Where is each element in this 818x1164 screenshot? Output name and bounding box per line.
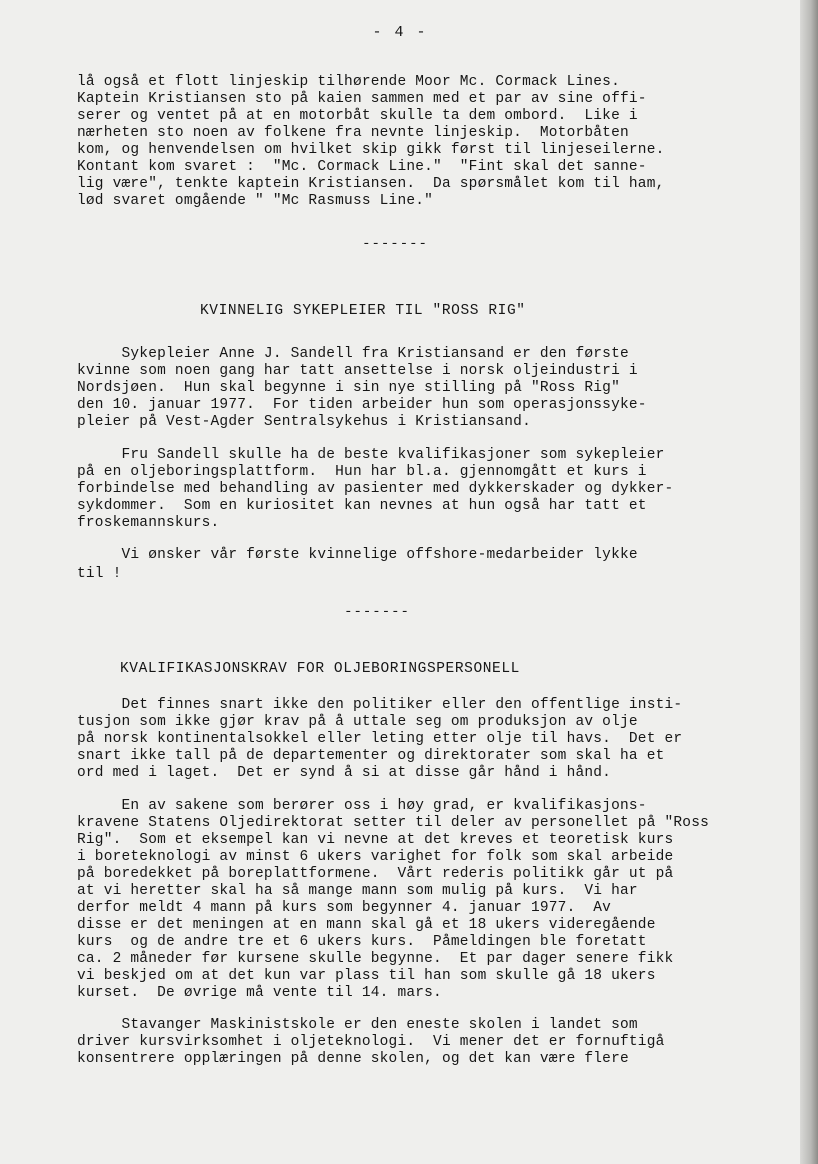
text-line: Det finnes snart ikke den politiker eller den offentlige insti- [77,697,683,713]
text-line: den 10. januar 1977. For tiden arbeider hun som operasjonssyke- [77,397,647,413]
text-line: Nordsjøen. Hun skal begynne i sin nye stilling på "Ross Rig" [77,380,620,396]
section-heading: KVINNELIG SYKEPLEIER TIL "ROSS RIG" [200,303,526,319]
text-line: lig være", tenkte kaptein Kristiansen. Da spørsmålet kom til ham, [77,176,665,192]
separator: ------- [344,604,410,620]
separator: ------- [362,236,428,252]
text-line: kom, og henvendelsen om hvilket skip gikk først til linjeseilerne. [77,142,665,158]
text-line: kvinne som noen gang har tatt ansettelse i norsk oljeindustri i [77,363,638,379]
text-line: Sykepleier Anne J. Sandell fra Kristiansand er den første [77,346,629,362]
text-line: kurset. De øvrige må vente til 14. mars. [77,985,442,1001]
text-line: vi beskjed om at det kun var plass til han som skulle gå 18 ukers [77,968,656,984]
text-line: ca. 2 måneder før kursene skulle begynne. Et par dager senere fikk [77,951,674,967]
page-edge-shadow [800,0,818,1164]
text-line: En av sakene som berører oss i høy grad, er kvalifikasjons- [77,798,647,814]
text-line: Kontant kom svaret : "Mc. Cormack Line." "Fint skal det sanne- [77,159,647,175]
section-heading: KVALIFIKASJONSKRAV FOR OLJEBORINGSPERSONELL [120,661,520,677]
text-line: at vi heretter skal ha så mange mann som mulig på kurs. Vi har [77,883,638,899]
page-number: - 4 - [372,24,428,41]
text-line: Vi ønsker vår første kvinnelige offshore-medarbeider lykke [77,547,638,563]
text-line: kurs og de andre tre et 6 ukers kurs. Påmeldingen ble foretatt [77,934,647,950]
text-line: driver kursvirksomhet i oljeteknologi. Vi mener det er fornuftigå [77,1034,665,1050]
text-line: tusjon som ikke gjør krav på å uttale seg om produksjon av olje [77,714,638,730]
text-line: froskemannskurs. [77,515,220,531]
text-line: på en oljeboringsplattform. Hun har bl.a. gjennomgått et kurs i [77,464,647,480]
text-line: forbindelse med behandling av pasienter med dykkerskader og dykker- [77,481,674,497]
text-line: konsentrere opplæringen på denne skolen, og det kan være flere [77,1051,629,1067]
text-line: sykdommer. Som en kuriositet kan nevnes at hun også har tatt et [77,498,647,514]
text-line: Fru Sandell skulle ha de beste kvalifikasjoner som sykepleier [77,447,665,463]
text-line: Rig". Som et eksempel kan vi nevne at det kreves et teoretisk kurs [77,832,674,848]
text-line: på boredekket på boreplattformene. Vårt rederis politikk går ut på [77,866,674,882]
text-line: lød svaret omgående " "Mc Rasmuss Line." [77,193,434,209]
text-line: Kaptein Kristiansen sto på kaien sammen med et par av sine offi- [77,91,647,107]
text-line: pleier på Vest-Agder Sentralsykehus i Kristiansand. [77,414,531,430]
text-line: disse er det meningen at en mann skal gå et 18 ukers videregående [77,917,656,933]
text-line: snart ikke tall på de departementer og direktorater som skal ha et [77,748,665,764]
text-line: lå også et flott linjeskip tilhørende Moor Mc. Cormack Lines. [77,74,620,90]
text-line: i boreteknologi av minst 6 ukers varighet for folk som skal arbeide [77,849,674,865]
text-line: serer og ventet på at en motorbåt skulle ta dem ombord. Like i [77,108,638,124]
text-line: ord med i laget. Det er synd å si at disse går hånd i hånd. [77,765,612,781]
text-line: Stavanger Maskinistskole er den eneste skolen i landet som [77,1017,638,1033]
text-line: nærheten sto noen av folkene fra nevnte linjeskip. Motorbåten [77,125,629,141]
text-line: derfor meldt 4 mann på kurs som begynner 4. januar 1977. Av [77,900,612,916]
text-line: kravene Statens Oljedirektorat setter til deler av personellet på "Ross [77,815,710,831]
text-line: på norsk kontinentalsokkel eller leting etter olje til havs. Det er [77,731,683,747]
text-line: til ! [77,566,122,582]
